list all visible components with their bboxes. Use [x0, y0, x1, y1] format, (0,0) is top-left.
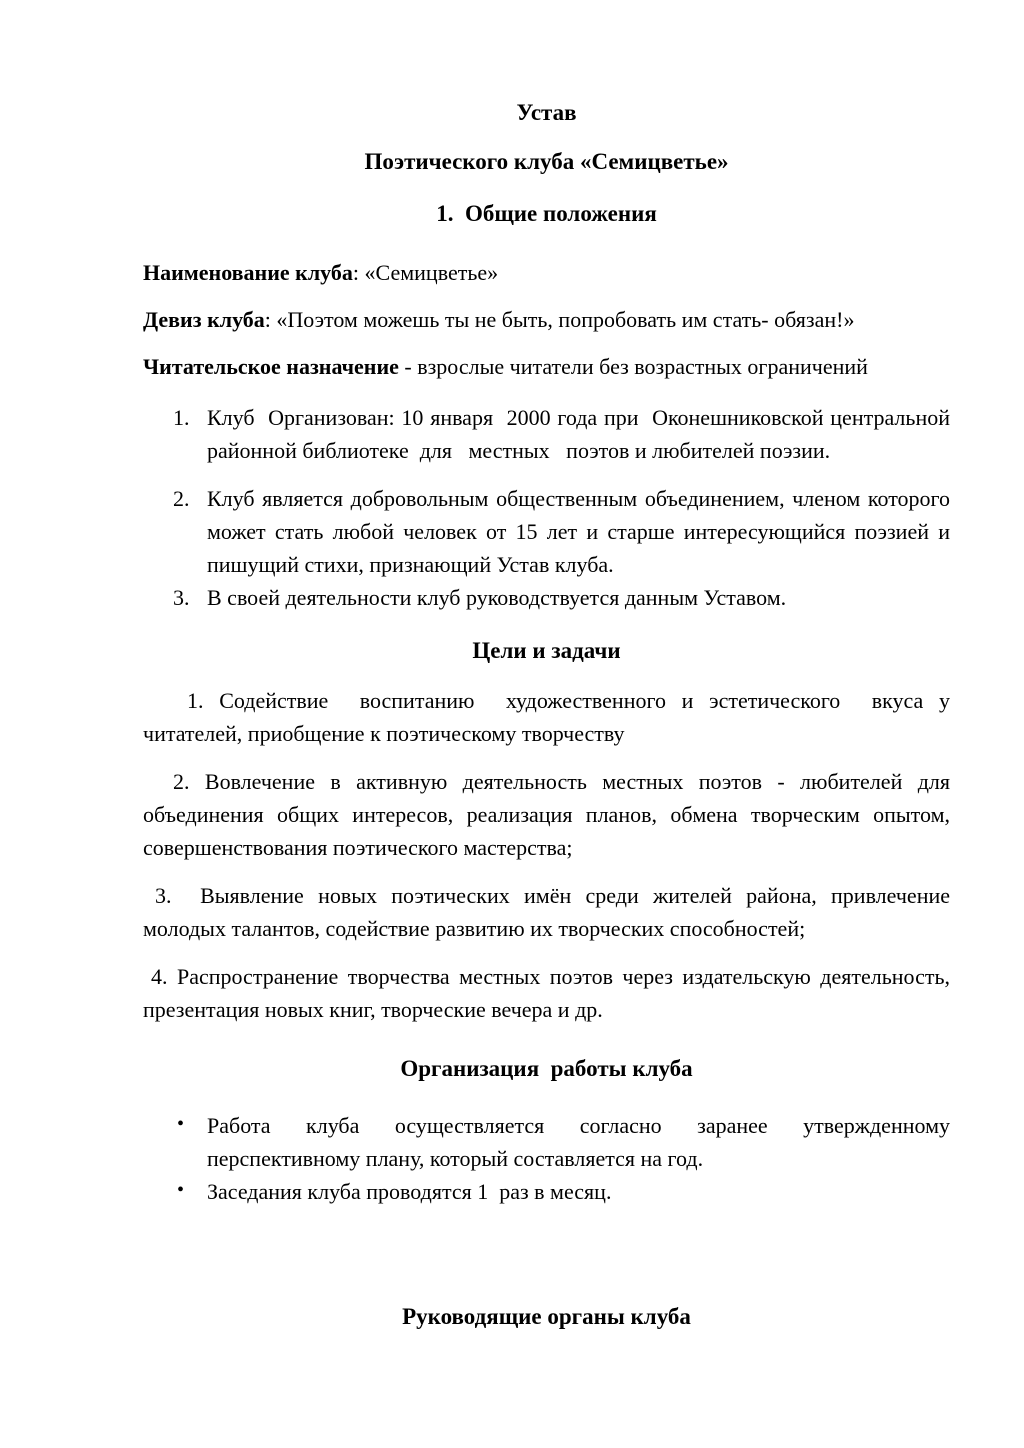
field-club-name [143, 256, 950, 289]
field-reader-purpose-value: взрослые читатели без возрастных ограничений [417, 353, 868, 379]
general-item-1 [173, 401, 956, 467]
field-reader-purpose-separator: - [398, 353, 418, 379]
goal-item-4-number: 4. [151, 964, 168, 989]
goal-item-1-number: 1. [187, 688, 204, 713]
general-provisions-list [173, 401, 956, 614]
general-item-2-text: Клуб является добровольным общественным объединением, членом которого может стать любой человек от 15 лет и старше интересующийся поэзией и пишущий стихи, признающий Устав клуба. [207, 485, 956, 577]
goal-item-3-number: 3. [155, 883, 172, 908]
heading-organization: Организация работы клуба [400, 1056, 693, 1081]
field-reader-purpose-label: Читательское назначение [143, 353, 399, 379]
field-reader-purpose [143, 350, 950, 383]
organization-bullet-2 [177, 1175, 950, 1208]
goal-item-3 [143, 879, 956, 945]
organization-bullet-1 [177, 1109, 956, 1175]
general-item-2-number: 2. [173, 485, 190, 511]
goal-item-1-text: Содействие воспитанию художественного и эстетического вкуса у читателей, приобщение к поэтическому творчеству [143, 688, 956, 746]
organization-bullet-list [177, 1109, 956, 1208]
heading-general-provisions: 1. Общие положения [436, 201, 657, 226]
field-club-motto-value: «Поэтом можешь ты не быть, попробовать им стать- обязан!» [276, 306, 855, 332]
field-club-motto [143, 303, 950, 336]
doc-title: Устав [516, 100, 577, 125]
goal-item-2-number: 2. [173, 769, 190, 794]
general-item-3-text: В своей деятельности клуб руководствуется данным Уставом. [207, 584, 787, 610]
goal-item-1 [143, 684, 956, 750]
goal-item-3-text: Выявление новых поэтических имён среди жителей района, привлечение молодых талантов, содействие развитию их творческих способностей; [143, 883, 956, 941]
general-item-3-number: 3. [173, 584, 190, 610]
field-club-motto-separator: : [264, 306, 277, 332]
field-club-name-label: Наименование клуба [143, 259, 353, 285]
general-item-3 [173, 581, 950, 614]
heading-governance: Руководящие органы клуба [402, 1303, 691, 1329]
general-item-2 [173, 482, 956, 581]
organization-bullet-1-text: Работа клуба осуществляется согласно заранее утвержденному перспективному плану, который составляется на год. [207, 1112, 956, 1171]
goal-item-2 [143, 765, 956, 864]
goal-item-4-text: Распространение творчества местных поэтов через издательскую деятельность, презентация новых книг, творческие вечера и др. [143, 964, 956, 1022]
goal-item-4 [143, 960, 956, 1026]
field-club-name-separator: : [352, 259, 365, 285]
general-item-1-number: 1. [173, 404, 190, 430]
general-item-1-text: Клуб Организован: 10 января 2000 года при Оконешниковской центральной районной библиотеке для местных поэтов и любителей поэзии. [207, 404, 956, 463]
heading-goals: Цели и задачи [472, 637, 621, 663]
doc-subtitle: Поэтического клуба «Семицветье» [364, 148, 729, 174]
bullet-icon: • [177, 1178, 185, 1201]
bullet-icon: • [177, 1112, 185, 1135]
organization-bullet-2-text: Заседания клуба проводятся 1 раз в месяц. [207, 1178, 612, 1204]
field-club-motto-label: Девиз клуба [143, 306, 265, 332]
goal-item-2-text: Вовлечение в активную деятельность местных поэтов - любителей для объединения общих интересов, реализация планов, обмена творческим опытом, совершенствования поэтического мастерства; [143, 769, 956, 860]
field-club-name-value: «Семицветье» [364, 259, 499, 285]
